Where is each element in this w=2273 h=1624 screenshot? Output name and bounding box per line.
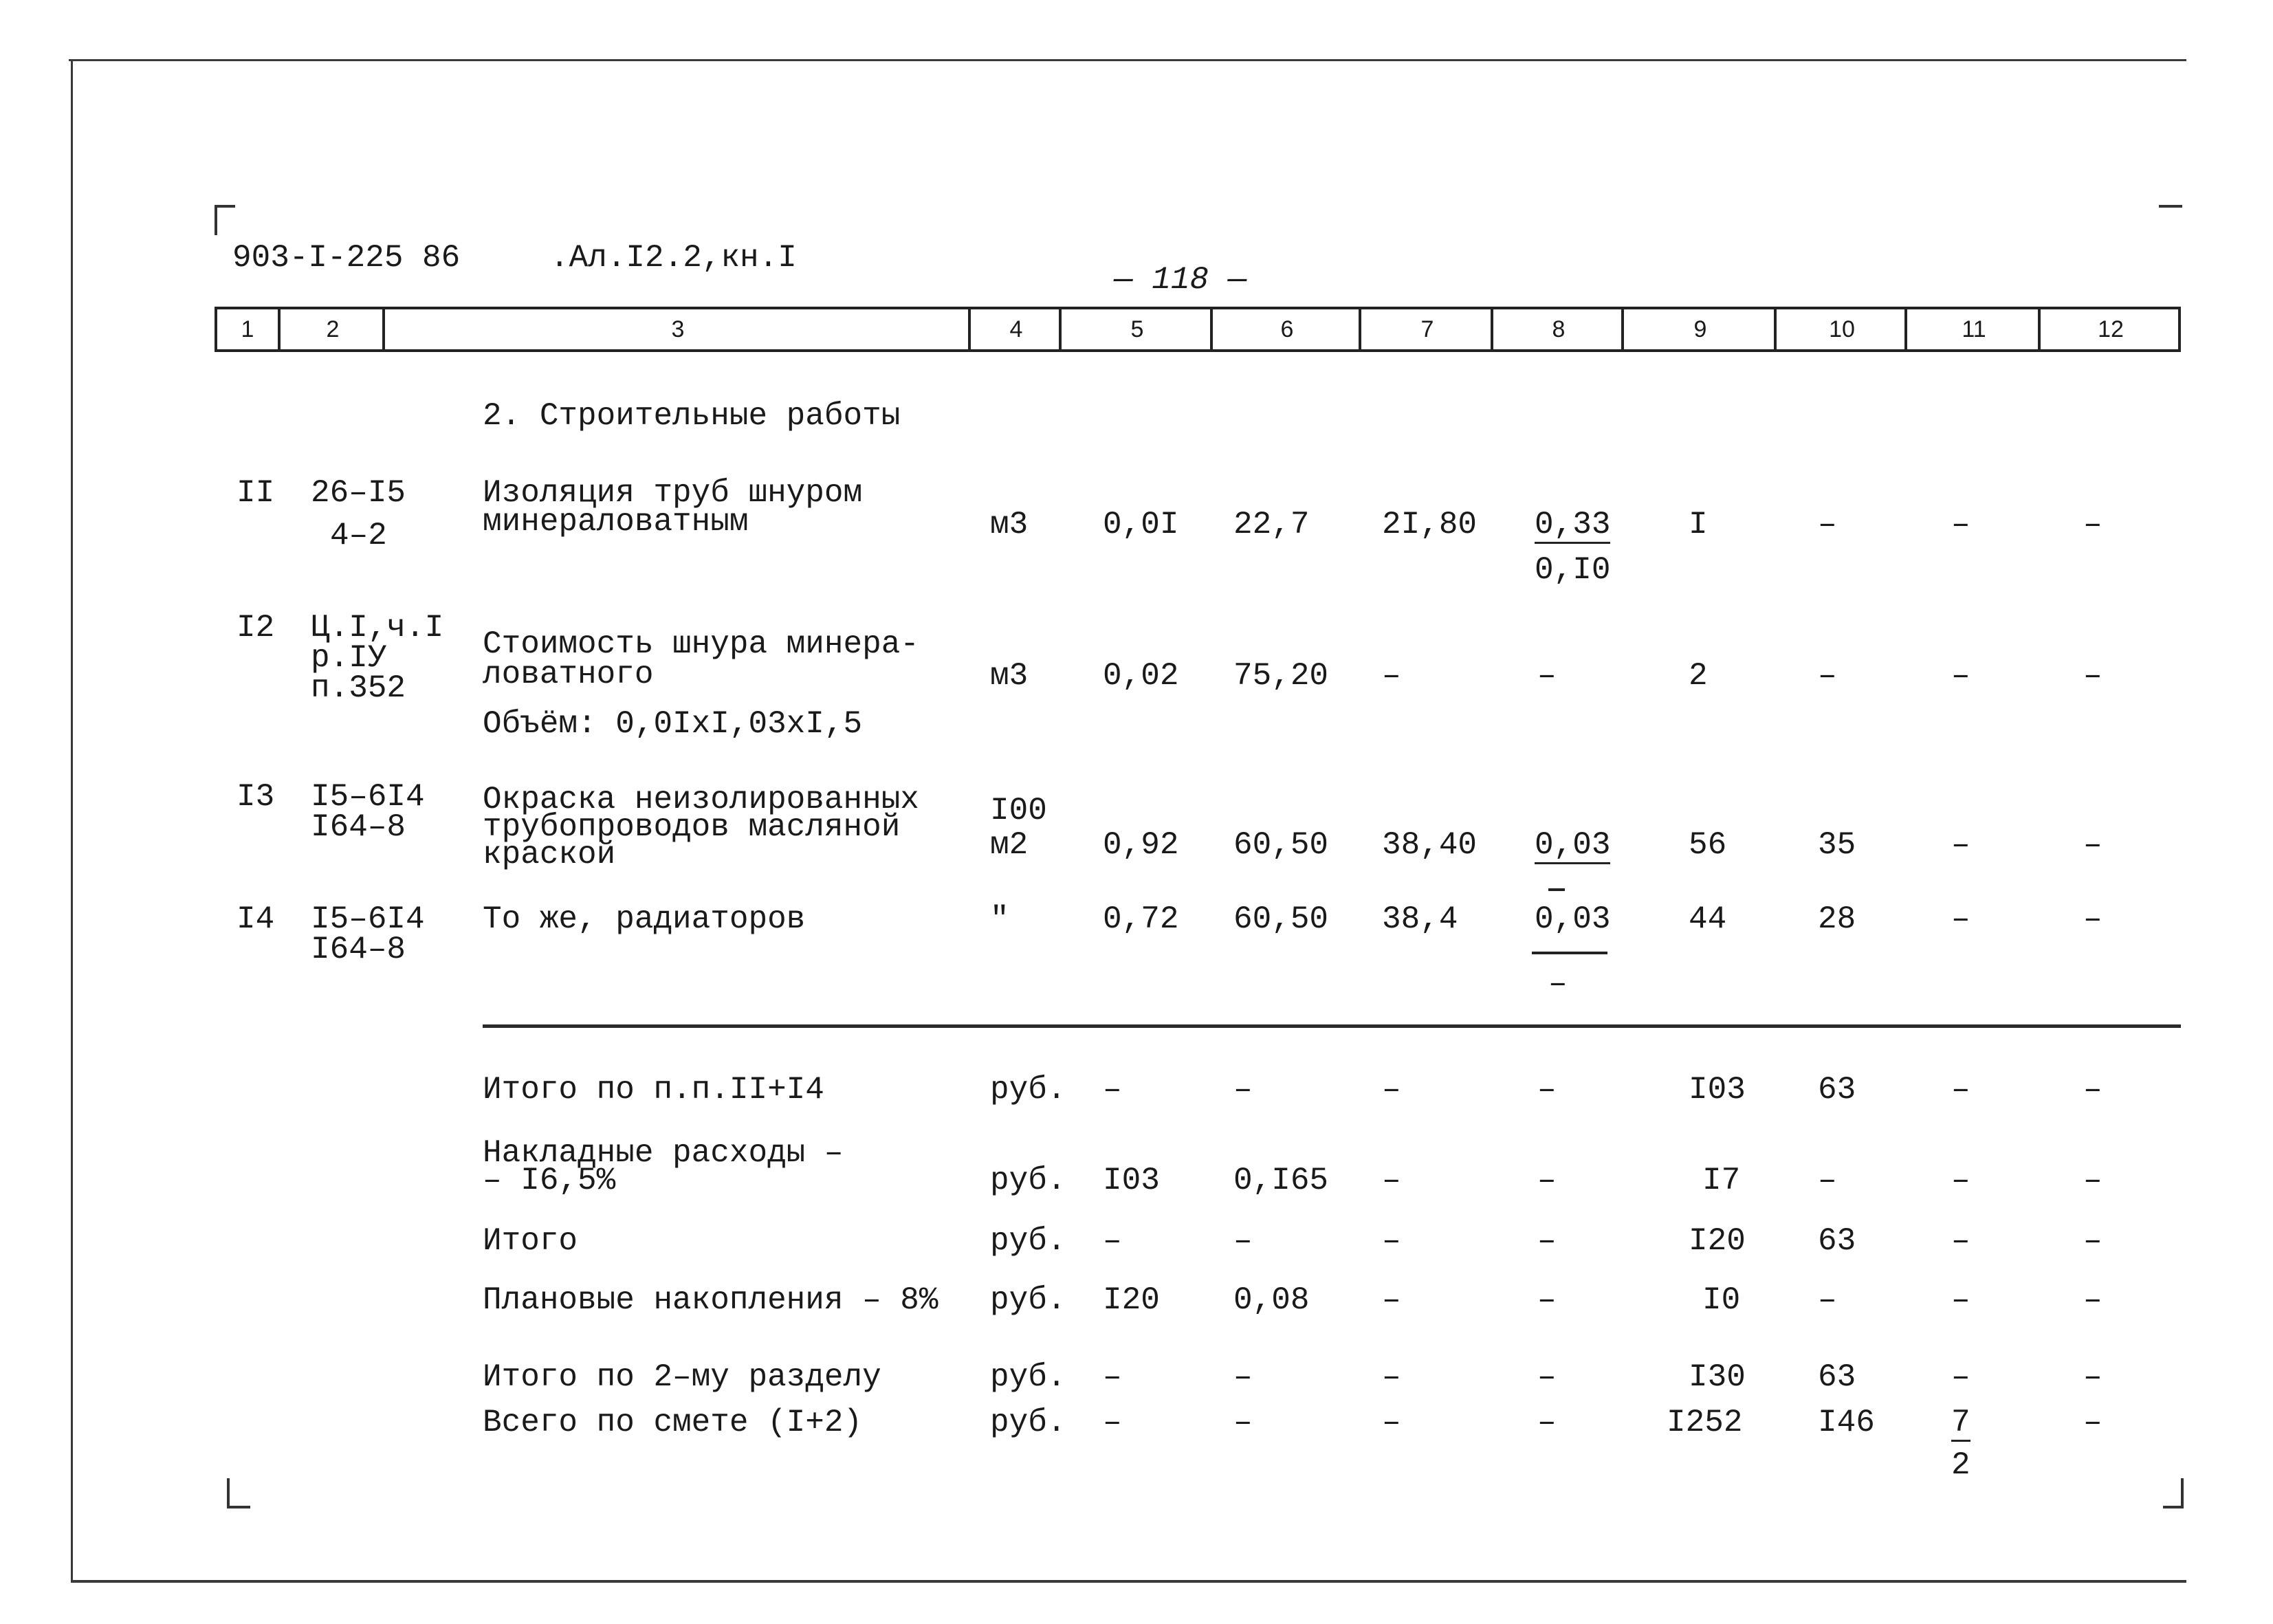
col6-cell: –: [1233, 1072, 1253, 1108]
unit-price-cell: 22,7: [1233, 507, 1310, 542]
document-code: 903-I-225 86: [232, 240, 461, 276]
column-header-9: 9: [1621, 309, 1777, 349]
col10-cell: I46: [1818, 1405, 1875, 1440]
col8-divider: [1532, 952, 1607, 954]
corner-mark-bottom-left: [227, 1478, 250, 1508]
column-number-header: [215, 307, 2181, 352]
totals-label: – I6,5%: [483, 1163, 616, 1198]
col11-cell: –: [1951, 1163, 1970, 1198]
col8-overline: [1548, 888, 1565, 891]
unit-cell: м2: [990, 827, 1029, 863]
unit-cell: руб.: [990, 1223, 1066, 1259]
corner-mark-bottom-right: [2163, 1478, 2184, 1508]
section-title: 2. Строительные работы: [483, 398, 901, 434]
unit-cell: м3: [990, 507, 1029, 542]
column-header-10: 10: [1774, 309, 1907, 349]
rate-code: Ц.I,ч.I: [311, 610, 444, 646]
unit-cell: I00: [990, 793, 1047, 829]
rate-code: 4–2: [330, 518, 387, 553]
col8-cell: –: [1537, 1072, 1557, 1108]
col11-top-cell: 7: [1951, 1405, 1970, 1440]
rate-code: р.IУ: [311, 640, 387, 676]
unit-price-cell: 60,50: [1233, 901, 1329, 937]
unit-cell: руб.: [990, 1282, 1066, 1318]
total-cost-cell: 44: [1689, 901, 1727, 937]
corner-mark-top-left: [215, 205, 235, 235]
frame-left-line: [71, 59, 73, 1582]
unit-cell: ": [990, 901, 1009, 937]
rate-code: п.352: [311, 670, 406, 706]
col11-bottom-cell: 2: [1951, 1447, 1970, 1483]
col7-cell: –: [1382, 1359, 1401, 1395]
col12-cell: –: [2083, 1359, 2102, 1395]
col10-cell: 63: [1818, 1072, 1856, 1108]
col11-cell: –: [1951, 1072, 1970, 1108]
col6-cell: 0,I65: [1233, 1163, 1329, 1198]
row-number: I4: [237, 901, 275, 937]
column-header-1: 1: [241, 316, 254, 342]
column-header-2: 2: [278, 309, 385, 349]
quantity-cell: 0,0I: [1103, 507, 1179, 542]
totals-label: Итого по п.п.II+I4: [483, 1072, 824, 1108]
column-header-8: 8: [1491, 309, 1624, 349]
column-header-5: 5: [1059, 309, 1213, 349]
total-cost-cell: I20: [1689, 1223, 1746, 1259]
col5-cell: –: [1103, 1223, 1122, 1259]
totals-label: Плановые накопления – 8%: [483, 1282, 938, 1318]
col10-cell: –: [1818, 658, 1837, 694]
column-header-12: 12: [2038, 309, 2181, 349]
work-description: минераловатным: [483, 504, 749, 540]
total-cost-cell: I03: [1689, 1072, 1746, 1108]
row-number: I2: [237, 610, 275, 646]
totals-label: Всего по смете (I+2): [483, 1405, 863, 1440]
work-description: То же, радиаторов: [483, 901, 806, 937]
album-reference: .Ал.I2.2,кн.I: [550, 240, 797, 276]
col7-cell: –: [1382, 1223, 1401, 1259]
quantity-cell: 0,02: [1103, 658, 1179, 694]
col7-cell: 2I,80: [1382, 507, 1478, 542]
col8-top-cell: 0,33: [1535, 507, 1611, 542]
col8-bottom-cell: 0,I0: [1535, 552, 1611, 588]
col5-cell: I03: [1103, 1163, 1160, 1198]
column-header-6: 6: [1210, 309, 1361, 349]
work-description: краской: [483, 837, 616, 873]
col7-cell: –: [1382, 658, 1401, 694]
col10-cell: 28: [1818, 901, 1856, 937]
col12-cell: –: [2083, 1405, 2102, 1440]
col6-cell: –: [1233, 1405, 1253, 1440]
col7-cell: –: [1382, 1072, 1401, 1108]
rate-code: I5–6I4: [311, 901, 425, 937]
frame-bottom-line: [71, 1580, 2186, 1583]
unit-cell: руб.: [990, 1405, 1066, 1440]
work-description: Стоимость шнура минера-: [483, 626, 919, 662]
col6-cell: –: [1233, 1359, 1253, 1395]
col11-cell: –: [1951, 827, 1970, 863]
column-header-11: 11: [1904, 309, 2041, 349]
page-number: — 118 —: [1114, 262, 1247, 298]
quantity-cell: 0,92: [1103, 827, 1179, 863]
work-description: трубопроводов масляной: [483, 809, 901, 845]
row-number: II: [237, 475, 275, 511]
col10-cell: –: [1818, 1282, 1837, 1318]
unit-price-cell: 75,20: [1233, 658, 1329, 694]
totals-label: Итого: [483, 1223, 578, 1259]
total-cost-cell: I7: [1702, 1163, 1741, 1198]
rate-code: I5–6I4: [311, 779, 425, 815]
work-description: ловатного: [483, 657, 654, 692]
unit-cell: м3: [990, 658, 1029, 694]
total-cost-cell: 2: [1689, 658, 1708, 694]
col7-cell: –: [1382, 1405, 1401, 1440]
unit-cell: руб.: [990, 1359, 1066, 1395]
rate-code: I64–8: [311, 932, 406, 967]
total-cost-cell: I0: [1702, 1282, 1741, 1318]
col11-cell: –: [1951, 507, 1970, 542]
frame-top-line: [69, 59, 2186, 61]
col7-cell: –: [1382, 1282, 1401, 1318]
col10-cell: –: [1818, 1163, 1837, 1198]
col11-cell: –: [1951, 658, 1970, 694]
work-description: Окраска неизолированных: [483, 782, 919, 818]
col8-cell: –: [1537, 658, 1557, 694]
col8-cell: –: [1537, 1223, 1557, 1259]
rate-code: I64–8: [311, 809, 406, 845]
totals-label: Накладные расходы –: [483, 1135, 844, 1171]
col8-cell: 0,03: [1535, 827, 1611, 863]
col12-cell: –: [2083, 1072, 2102, 1108]
col12-cell: –: [2083, 901, 2102, 937]
work-description: Изоляция труб шнуром: [483, 475, 863, 511]
col11-cell: –: [1951, 1359, 1970, 1395]
col10-cell: –: [1818, 507, 1837, 542]
col8-bottom-cell: –: [1548, 966, 1568, 1002]
rate-code: 26–I5: [311, 475, 406, 511]
totals-separator-line: [483, 1024, 2181, 1028]
col11-cell: –: [1951, 1223, 1970, 1259]
col5-cell: –: [1103, 1405, 1122, 1440]
col7-cell: 38,4: [1382, 901, 1458, 937]
col7-cell: 38,40: [1382, 827, 1478, 863]
col11-cell: –: [1951, 901, 1970, 937]
col5-cell: –: [1103, 1359, 1122, 1395]
col6-cell: –: [1233, 1223, 1253, 1259]
col8-cell: –: [1537, 1282, 1557, 1318]
col12-cell: –: [2083, 658, 2102, 694]
col5-cell: I20: [1103, 1282, 1160, 1318]
totals-label: Итого по 2–му разделу: [483, 1359, 881, 1395]
col8-cell: –: [1537, 1163, 1557, 1198]
col6-cell: 0,08: [1233, 1282, 1310, 1318]
col12-cell: –: [2083, 1163, 2102, 1198]
column-header-7: 7: [1359, 309, 1493, 349]
col12-cell: –: [2083, 827, 2102, 863]
col11-cell: –: [1951, 1282, 1970, 1318]
unit-price-cell: 60,50: [1233, 827, 1329, 863]
total-cost-cell: I30: [1689, 1359, 1746, 1395]
corner-mark-top-right: [2159, 205, 2182, 210]
total-cost-cell: 56: [1689, 827, 1727, 863]
col5-cell: –: [1103, 1072, 1122, 1108]
column-header-3: 3: [382, 309, 971, 349]
quantity-cell: 0,72: [1103, 901, 1179, 937]
unit-cell: руб.: [990, 1163, 1066, 1198]
column-header-4: 4: [968, 309, 1062, 349]
volume-note: Объём: 0,0IxI,03xI,5: [483, 706, 863, 742]
col12-cell: –: [2083, 507, 2102, 542]
col10-cell: 35: [1818, 827, 1856, 863]
unit-cell: руб.: [990, 1072, 1066, 1108]
total-cost-cell: I: [1689, 507, 1708, 542]
col10-cell: 63: [1818, 1359, 1856, 1395]
col10-cell: 63: [1818, 1223, 1856, 1259]
col8-cell: –: [1537, 1359, 1557, 1395]
total-cost-cell: I252: [1667, 1405, 1743, 1440]
col8-top-cell: 0,03: [1535, 901, 1611, 937]
col12-cell: –: [2083, 1282, 2102, 1318]
col12-cell: –: [2083, 1223, 2102, 1259]
row-number: I3: [237, 779, 275, 815]
col8-cell: –: [1537, 1405, 1557, 1440]
col7-cell: –: [1382, 1163, 1401, 1198]
